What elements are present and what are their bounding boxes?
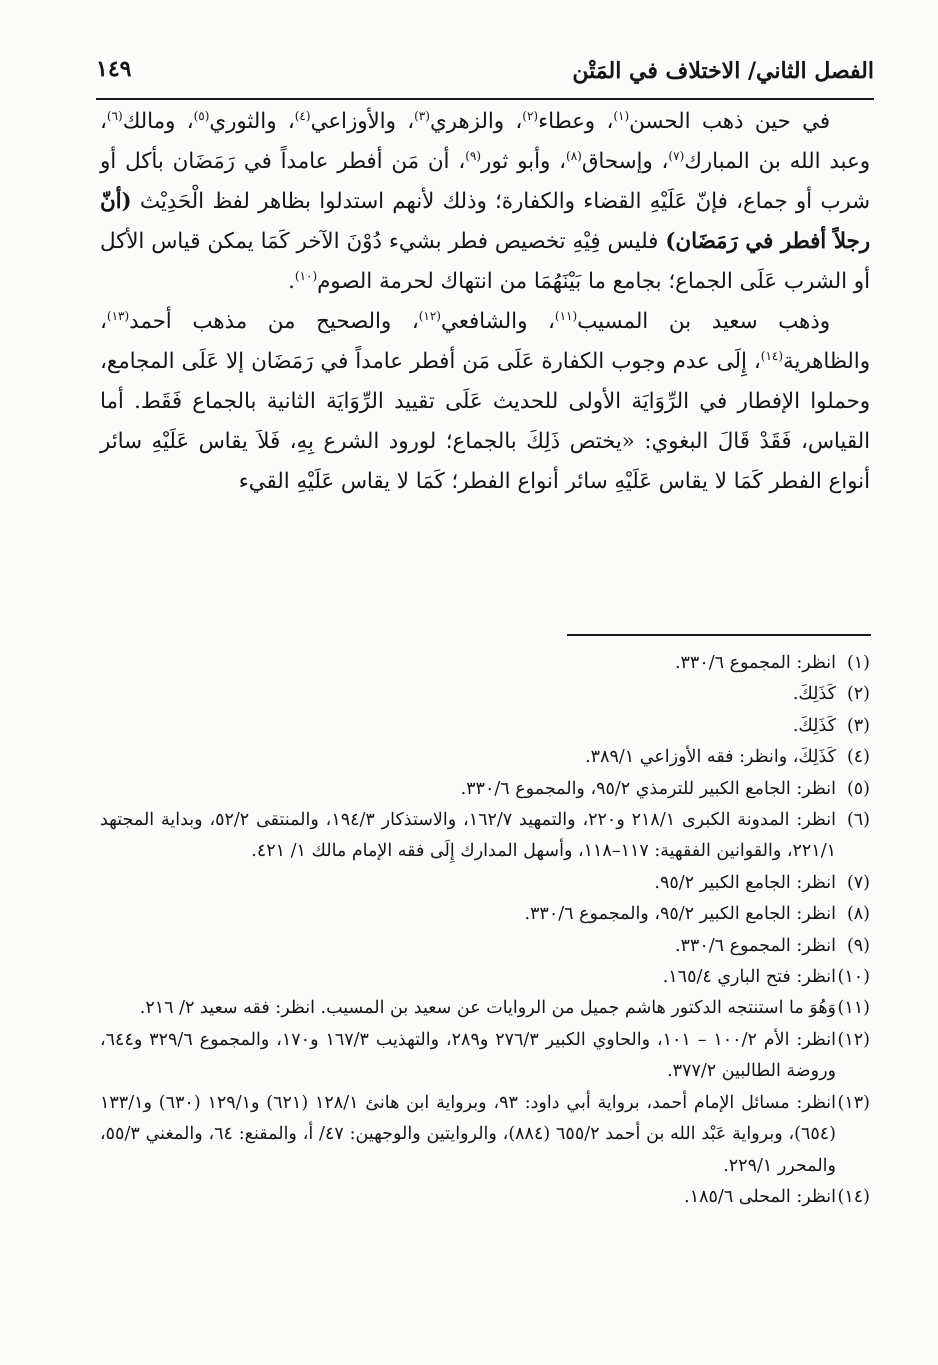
text-segment: . [288,269,295,294]
page-header [96,54,874,100]
text-segment: ، ومالك [122,109,194,134]
text-segment: ، والظاهرية [100,309,870,374]
footnote-item [100,648,870,679]
footnote-item [100,1025,870,1088]
text-segment: ، والزهري [429,109,523,134]
footnotes-list [100,648,870,1213]
footnote-text: كَذَلِكَ. [792,684,836,705]
footnote-item [100,1182,870,1213]
footnote-item [100,711,870,742]
footnote-marker: (١٠) [294,268,318,283]
footnote-marker: (٢) [522,108,539,123]
footnote-number: (٩) [846,935,870,956]
footnote-item [100,1088,870,1182]
footnote-marker: (١٤) [760,348,784,363]
footnote-text: انظر: الجامع الكبير ٩٥/٢، والمجموع ٣٣٠/٦. [524,904,836,925]
running-title: الفصل الثاني/ الاختلاف في المَتْن [572,58,874,84]
footnote-text: انظر: الأم ١٠٠/٢ – ١٠١، والحاوي الكبير ٢٧٦/٣ و٢٨٩، والتهذيب ١٦٧/٣ و١٧٠، والمجموع ٣٢٩/٦ و٦٤٤، وروضة الطالبين ٣٧٧/٢. [100,1029,837,1082]
footnote-marker: (١) [613,108,630,123]
footnote-text: انظر: المدونة الكبرى ٢١٨/١ و٢٢٠، والتمهيد ١٦٢/٧، والاستذكار ١٩٤/٣، والمنتقى ٥٢/٢، وبداية المجتهد ٢٢١/١، والقوانين الفقهية: ١١٧–١١٨، وأسهل المدارك إِلَى فقه الإمام مالك ١/ ٤٢١. [100,810,836,862]
footnote-text: انظر: فتح الباري ١٦٥/٤. [662,967,836,988]
main-text [100,102,870,502]
footnote-number: (١٢) [837,1029,870,1050]
text-segment: ، وعبد الله بن المبارك [100,109,870,174]
footnote-text: انظر: مسائل الإمام أحمد، برواية أبي داود: ٩٣، وبرواية ابن هانئ ١٢٨/١ (٦٢١) و١٢٩/١ (٦٣٠) و١٣٣/١ (٦٥٤)، وبرواية عَبْد الله بن أحمد ٦٥٥/٢ (٨٨٤)، والروايتين والوجهين: ٤٧/ أ، والمقنع: ٦٤، والمغني ٥٥/٣، والمحرر ٢٢٩/١. [100,1092,837,1176]
footnote-number: (١٠) [837,967,870,988]
footnote-marker: (٣) [414,108,430,123]
text-segment: في حين ذهب الحسن [629,109,831,134]
footnote-number: (٥) [846,778,870,799]
footnote-item [100,774,870,805]
text-segment: ، والثوري [209,109,295,134]
footnote-text: انظر: الجامع الكبير للترمذي ٩٥/٢، والمجموع ٣٣٠/٦. [460,778,836,799]
footnote-text: انظر: الجامع الكبير ٩٥/٢. [654,872,836,893]
footnote-number: (١) [846,653,870,673]
footnote-item [100,679,870,710]
footnote-marker: (٥) [193,108,210,123]
text-segment: ، والصحيح من مذهب أحمد [129,309,419,334]
text-segment: ، وأبو ثور [481,149,567,174]
footnote-number: (٢) [846,684,870,705]
paragraph-1 [100,102,870,302]
footnote-text: انظر: المجموع ٣٣٠/٦. [674,935,836,956]
text-segment: فليس فِيْهِ تخصيص فطر بشيء دُوْنَ الآخر كَمَا يمكن قياس الأكل أو الشرب عَلَى الجماع؛ بجامع ما بَيْنَهُمَا من انتهاك لحرمة الصوم [100,229,870,294]
footnote-marker: (٤) [294,108,311,123]
footnote-marker: (٦) [106,108,123,123]
paragraph-2 [100,302,870,502]
footnote-item [100,993,870,1024]
page-number: ١٤٩ [96,56,132,82]
footnote-text: كَذَلِكَ. [792,715,836,736]
footnote-marker: (١٢) [418,308,441,323]
text-segment: ، والشافعي [440,309,555,334]
footnote-number: (٦) [846,810,870,831]
text-segment: ، إِلَى عدم وجوب الكفارة عَلَى مَن أفطر عامداً في رَمَضَان إلا عَلَى المجامع، وحملوا الإفطار في الرِّوَايَة الأولى للحديث عَلَى تقييد الرِّوَايَة الثانية بالجماع فَقَط. أما القياس، فَقَدْ قَالَ البغوي: «يختص ذَلِكَ بالجماع؛ لورود الشرع بِهِ، فَلاَ يقاس عَلَيْهِ سائر أنواع الفطر كَمَا لا يقاس عَلَيْهِ سائر أنواع الفطر؛ كَمَا لا يقاس عَلَيْهِ القيء [100,349,870,494]
footnote-number: (١٤) [837,1186,870,1207]
footnote-number: (١٣) [837,1092,870,1113]
footnote-number: (٧) [846,872,870,893]
footnote-separator [567,634,871,636]
footnote-item [100,742,870,773]
footnote-item [100,805,870,868]
footnote-marker: (٩) [465,148,482,163]
footnote-marker: (١٣) [106,308,130,323]
text-segment: ، وإسحاق [581,149,669,174]
footnote-text: انظر: المحلى ١٨٥/٦. [684,1186,836,1207]
text-segment: ، وعطاء [538,109,614,134]
footnote-marker: (٨) [566,148,582,163]
footnote-item [100,962,870,993]
hadith-quote: (أنّ رجلاً أفطر في رَمَضَان) [100,189,871,254]
footnote-text: انظر: المجموع ٣٣٠/٦. [674,653,836,673]
footnote-number: (٣) [846,715,870,736]
text-segment: وذهب سعيد بن المسيب [577,309,831,334]
footnote-marker: (١١) [554,308,578,323]
text-segment: ، أن مَن أفطر عامداً في رَمَضَان بأكل أو شرب أو جماع، فإنّ عَلَيْهِ القضاء والكفارة؛ وذلك لأنهم استدلوا بظاهر لفظ الْحَدِيْث [100,149,870,214]
footnote-number: (٤) [846,747,870,768]
footnote-number: (١١) [837,998,870,1019]
footnote-marker: (٧) [668,148,685,163]
footnote-item [100,931,870,962]
text-segment: ، والأوزاعي [310,109,415,134]
footnote-number: (٨) [846,904,870,925]
footnote-item [100,868,870,899]
footnote-text: وَهُوَ ما استنتجه الدكتور هاشم جميل من الروايات عن سعيد بن المسيب. انظر: فقه سعيد ٢/ ٢١٦. [139,998,836,1019]
footnote-text: كَذَلِكَ، وانظر: فقه الأوزاعي ٣٨٩/١. [585,747,836,768]
footnote-item [100,899,870,930]
